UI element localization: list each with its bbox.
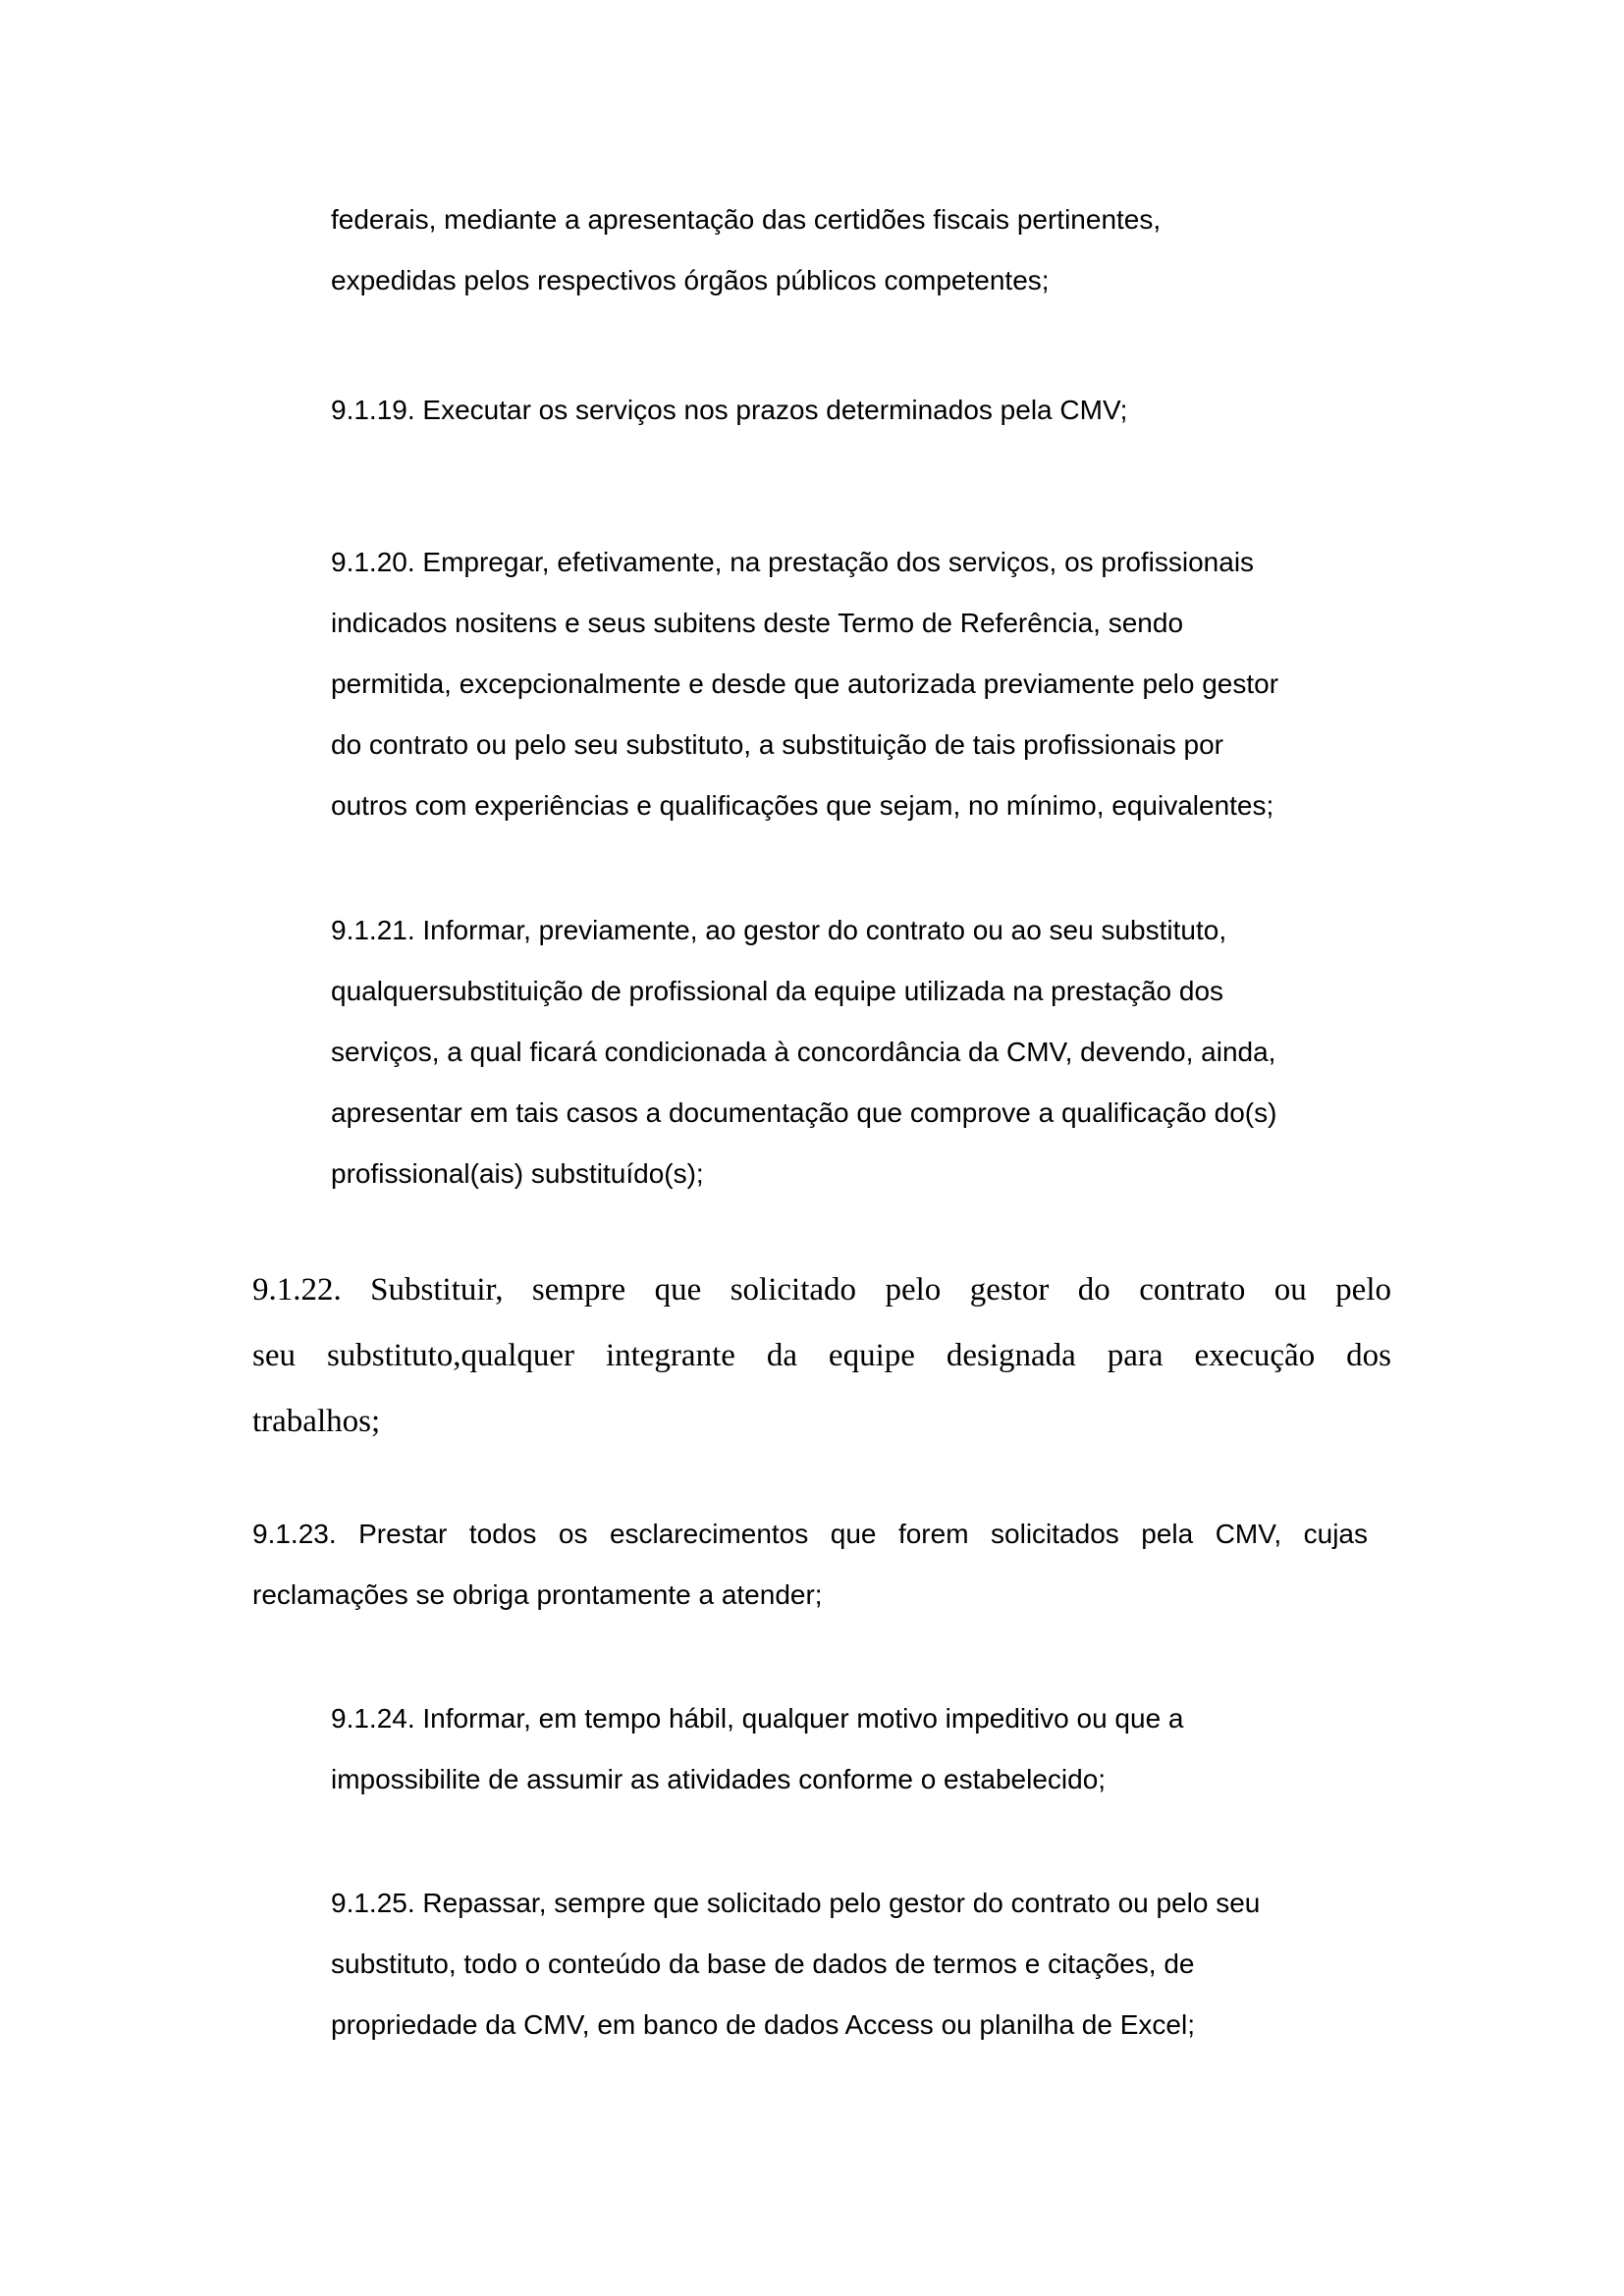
paragraph-9-1-23 [252, 1504, 1368, 1626]
text-line: 9.1.25. Repassar, sempre que solicitado pelo gestor do contrato ou pelo seu [331, 1888, 1261, 1918]
text-line: impossibilite de assumir as atividades conforme o estabelecido; [331, 1764, 1107, 1794]
paragraph-9-1-22 [252, 1257, 1391, 1455]
text-line: do contrato ou pelo seu substituto, a substituição de tais profissionais por [331, 729, 1223, 760]
text-line: outros com experiências e qualificações que sejam, no mínimo, equivalentes; [331, 790, 1274, 821]
paragraph-9-1-25 [331, 1873, 1401, 2056]
text-line: reclamações se obriga prontamente a atender; [252, 1579, 823, 1610]
paragraph-9-1-20 [331, 532, 1401, 836]
text-line: profissional(ais) substituído(s); [331, 1158, 704, 1189]
text-line: permitida, excepcionalmente e desde que autorizada previamente pelo gestor [331, 668, 1279, 699]
text-line: qualquersubstituição de profissional da equipe utilizada na prestação dos [331, 976, 1224, 1006]
paragraph-continuation [331, 189, 1401, 311]
text-line: trabalhos; [252, 1404, 381, 1439]
text-line: 9.1.23. Prestar todos os esclarecimentos que forem solicitados pela CMV, cujas [252, 1519, 1368, 1549]
text-line: apresentar em tais casos a documentação que comprove a qualificação do(s) [331, 1097, 1277, 1128]
text-line: propriedade da CMV, em banco de dados Access ou planilha de Excel; [331, 2009, 1195, 2040]
paragraph-9-1-21 [331, 900, 1401, 1204]
text-line: federais, mediante a apresentação das certidões fiscais pertinentes, [331, 204, 1162, 235]
text-line: 9.1.19. Executar os serviços nos prazos determinados pela CMV; [331, 395, 1128, 425]
text-line: 9.1.22. Substituir, sempre que solicitado pelo gestor do contrato ou pelo [252, 1272, 1391, 1308]
text-line: serviços, a qual ficará condicionada à concordância da CMV, devendo, ainda, [331, 1037, 1276, 1067]
text-line: substituto, todo o conteúdo da base de dados de termos e citações, de [331, 1949, 1195, 1979]
text-line: expedidas pelos respectivos órgãos públicos competentes; [331, 265, 1050, 295]
paragraph-9-1-24 [331, 1688, 1401, 1810]
text-line: 9.1.21. Informar, previamente, ao gestor do contrato ou ao seu substituto, [331, 915, 1227, 945]
text-line: indicados nositens e seus subitens deste Termo de Referência, sendo [331, 608, 1184, 638]
text-line: seu substituto,qualquer integrante da equipe designada para execução dos [252, 1338, 1391, 1373]
paragraph-9-1-19 [331, 380, 1401, 441]
text-line: 9.1.24. Informar, em tempo hábil, qualquer motivo impeditivo ou que a [331, 1703, 1184, 1734]
text-line: 9.1.20. Empregar, efetivamente, na prestação dos serviços, os profissionais [331, 547, 1255, 577]
